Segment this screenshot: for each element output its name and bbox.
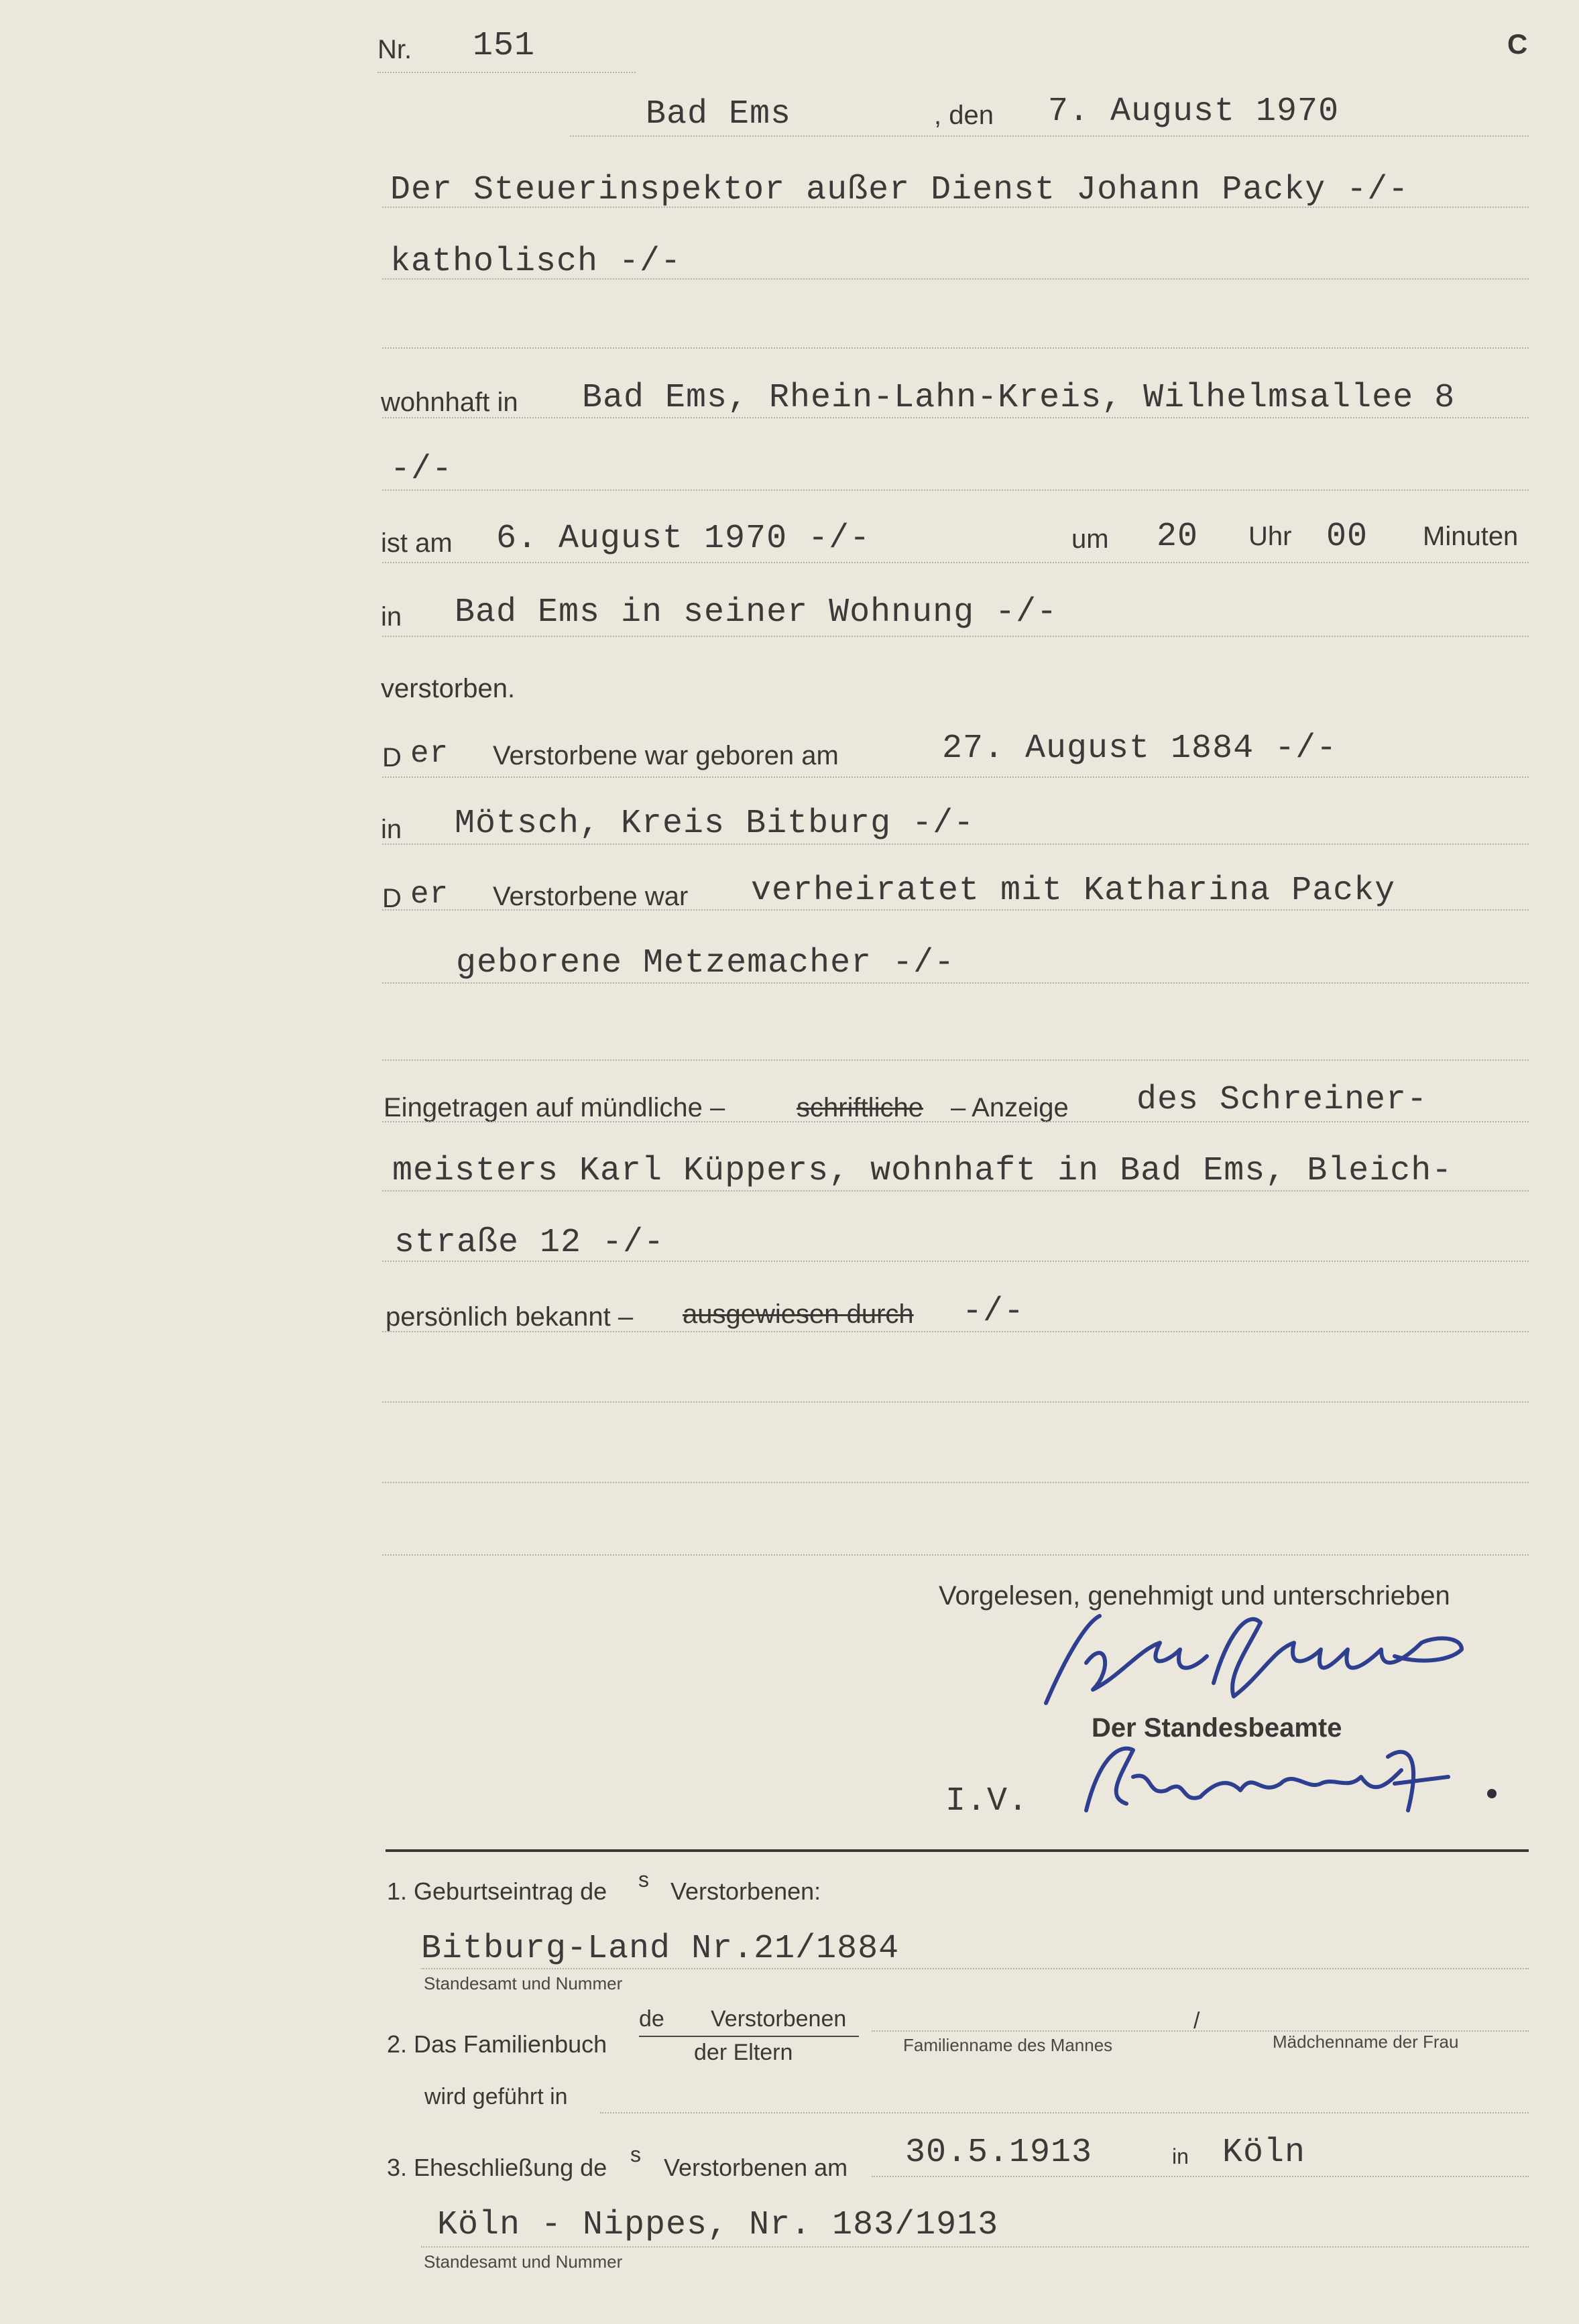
nr-label: Nr. xyxy=(377,35,412,64)
corner-letter: C xyxy=(1507,28,1528,60)
item2-label: 2. Das Familienbuch xyxy=(387,2030,607,2058)
schriftliche-struck: schriftliche xyxy=(797,1093,923,1122)
informant-2: meisters Karl Küppers, wohnhaft in Bad Ems, Bleich- xyxy=(392,1152,1453,1190)
standesbeamte-label: Der Standesbeamte xyxy=(1092,1713,1342,1743)
fraction-bar xyxy=(639,2036,859,2037)
line-17 xyxy=(382,1401,1529,1403)
line-13 xyxy=(382,1121,1529,1122)
der2-prefix: D xyxy=(382,884,402,913)
line-1 xyxy=(382,207,1529,208)
entry-date: 7. August 1970 xyxy=(1048,93,1340,131)
registrar-signature xyxy=(1073,1730,1542,1831)
informant-1: des Schreiner- xyxy=(1136,1081,1428,1119)
geboren-label: Verstorbene war geboren am xyxy=(493,741,839,770)
birth-date: 27. August 1884 -/- xyxy=(942,730,1338,768)
item3-line xyxy=(872,2176,1529,2177)
line-14 xyxy=(382,1190,1529,1192)
item3-line-2 xyxy=(421,2246,1529,2248)
item2-line-2 xyxy=(600,2112,1529,2113)
vorgelesen-label: Vorgelesen, genehmigt und unterschrieben xyxy=(939,1581,1450,1611)
death-date: 6. August 1970 -/- xyxy=(496,520,871,558)
date-line xyxy=(570,135,1529,137)
minuten-label: Minuten xyxy=(1423,522,1519,551)
iv-label: I.V. xyxy=(945,1782,1029,1820)
um-label: um xyxy=(1071,524,1109,554)
item1-suffix: Verstorbenen: xyxy=(670,1877,821,1905)
den-label: , den xyxy=(934,101,994,130)
anzeige-label: – Anzeige xyxy=(951,1093,1069,1122)
death-place: Bad Ems in seiner Wohnung -/- xyxy=(455,593,1058,632)
item1-caption: Standesamt und Nummer xyxy=(424,1973,623,1993)
item1-line xyxy=(421,1968,1529,1969)
ausgewiesen-struck: ausgewiesen durch xyxy=(683,1299,914,1329)
item3-label: 3. Eheschließung de xyxy=(387,2154,607,2181)
item2-gefuehrt: wird geführt in xyxy=(424,2084,568,2109)
wohnhaft-label: wohnhaft in xyxy=(381,388,518,417)
informant-3: straße 12 -/- xyxy=(394,1224,665,1262)
der1-prefix: D xyxy=(382,743,402,772)
register-number: 151 xyxy=(473,27,536,65)
in2-label: in xyxy=(381,815,402,844)
item3-in: in xyxy=(1172,2144,1189,2168)
line-11 xyxy=(382,982,1529,984)
item3-caption: Standesamt und Nummer xyxy=(424,2252,623,2272)
line-16 xyxy=(382,1331,1529,1332)
item2-slash: / xyxy=(1193,2008,1200,2034)
line-7 xyxy=(382,636,1529,637)
item2-eltern: der Eltern xyxy=(694,2040,793,2065)
item2-de: de xyxy=(639,2006,664,2032)
death-hour: 20 xyxy=(1157,518,1199,556)
line-15 xyxy=(382,1261,1529,1262)
marriage-registry: Köln - Nippes, Nr. 183/1913 xyxy=(437,2206,999,2244)
line-5 xyxy=(382,489,1529,491)
eingetragen-label: Eingetragen auf mündliche – xyxy=(384,1093,725,1122)
item2-line xyxy=(872,2030,1529,2032)
war-label: Verstorbene war xyxy=(493,882,689,911)
item2-verstorbenen: Verstorbenen xyxy=(711,2006,847,2032)
birth-place: Mötsch, Kreis Bitburg -/- xyxy=(455,805,975,843)
place: Bad Ems xyxy=(646,95,792,133)
item1-label: 1. Geburtseintrag de xyxy=(387,1877,607,1905)
informant-signature xyxy=(1006,1596,1488,1730)
in-label: in xyxy=(381,602,402,632)
religion: katholisch -/- xyxy=(390,243,682,281)
line-3 xyxy=(382,347,1529,349)
spouse-maiden-name: geborene Metzemacher -/- xyxy=(456,944,955,982)
residence-cont: -/- xyxy=(390,451,453,489)
line-10 xyxy=(382,909,1529,911)
marriage-place: Köln xyxy=(1222,2134,1306,2172)
item2-frau: Mädchenname der Frau xyxy=(1273,2032,1459,2052)
line-4 xyxy=(382,417,1529,418)
der1-typed: er xyxy=(410,736,449,771)
ist-am-label: ist am xyxy=(381,528,453,558)
line-12 xyxy=(382,1059,1529,1061)
der2-typed: er xyxy=(410,877,449,912)
deceased-name: Der Steuerinspektor außer Dienst Johann Packy -/- xyxy=(390,171,1409,209)
line-9 xyxy=(382,844,1529,845)
line-18 xyxy=(382,1482,1529,1483)
death-minutes: 00 xyxy=(1326,518,1368,556)
birth-entry: Bitburg-Land Nr.21/1884 xyxy=(421,1930,900,1968)
item3-s: s xyxy=(630,2142,641,2166)
bekannt-label: persönlich bekannt – xyxy=(386,1302,634,1332)
bekannt-typed: -/- xyxy=(962,1293,1025,1331)
line-2 xyxy=(382,278,1529,280)
verstorben-label: verstorben. xyxy=(381,674,516,703)
item2-mann: Familienname des Mannes xyxy=(903,2035,1113,2055)
nr-line xyxy=(377,72,636,73)
section-rule xyxy=(386,1849,1529,1852)
marriage-date: 30.5.1913 xyxy=(905,2134,1093,2172)
line-19 xyxy=(382,1554,1529,1556)
marital-status: verheiratet mit Katharina Packy xyxy=(751,872,1396,910)
item1-s: s xyxy=(638,1867,649,1892)
uhr-label: Uhr xyxy=(1248,522,1292,551)
line-6 xyxy=(382,562,1529,563)
line-8 xyxy=(382,776,1529,778)
item3-suffix: Verstorbenen am xyxy=(664,2154,848,2181)
residence: Bad Ems, Rhein-Lahn-Kreis, Wilhelmsallee 8 xyxy=(582,379,1456,417)
